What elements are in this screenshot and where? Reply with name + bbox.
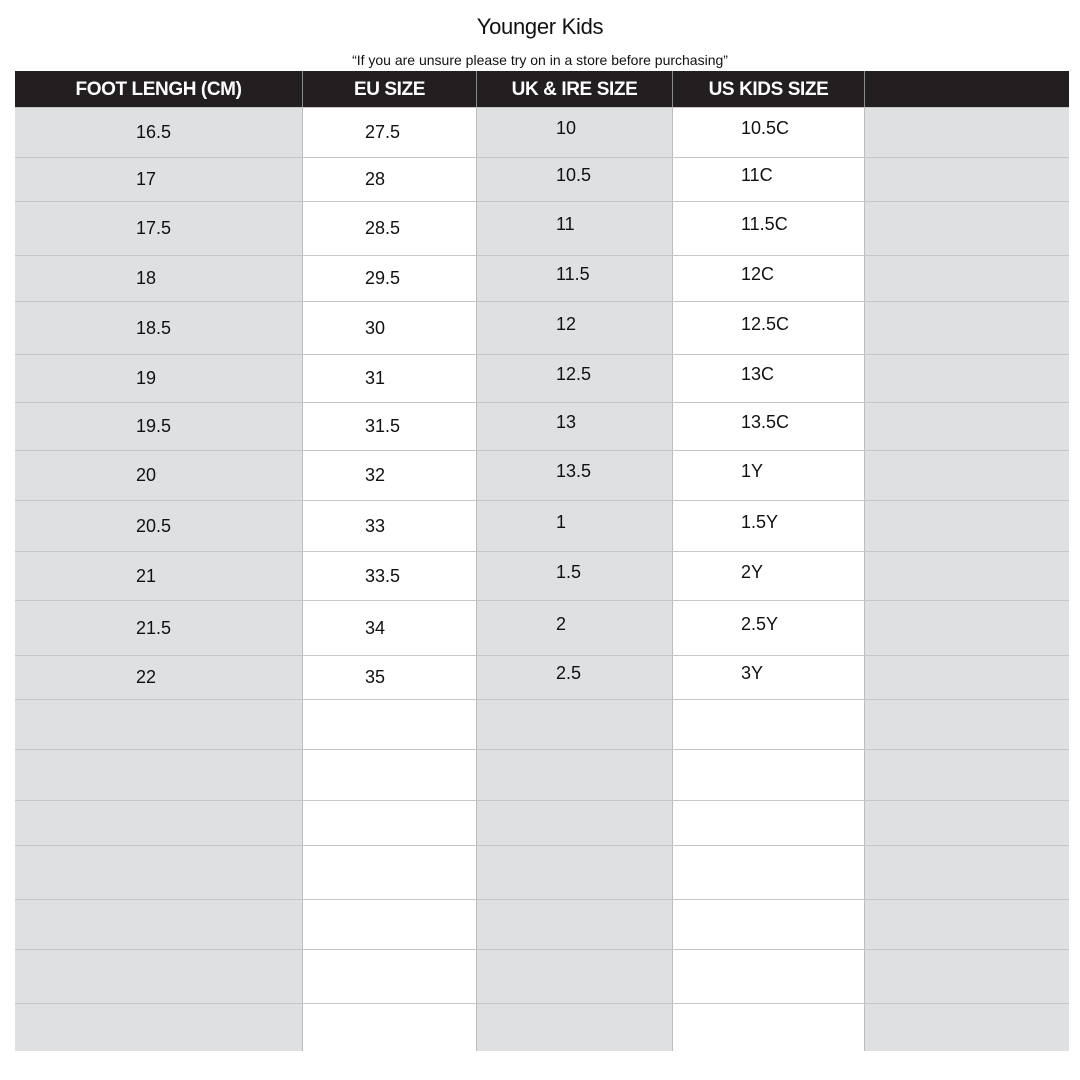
- extra-cell: [865, 750, 1069, 800]
- us-kids-size-cell-text: 13C: [741, 364, 775, 384]
- foot-length-cell: [15, 501, 303, 551]
- uk-ire-size-cell: [477, 108, 673, 157]
- uk-ire-size-cell-text: 12: [556, 313, 577, 334]
- table-row: [15, 201, 1069, 255]
- us-kids-size-cell: [673, 302, 865, 354]
- extra-cell: [865, 108, 1069, 157]
- foot-length-cell-text: 20: [136, 465, 157, 485]
- foot-length-cell-text: 21.5: [136, 617, 172, 638]
- uk-ire-size-cell: [477, 158, 673, 201]
- eu-size-cell: [303, 355, 477, 402]
- uk-ire-size-cell: [477, 552, 673, 600]
- extra-cell: [865, 256, 1069, 301]
- extra-cell: [865, 801, 1069, 845]
- extra-cell: [865, 656, 1069, 699]
- extra-cell: [865, 302, 1069, 354]
- foot-length-cell-text: 16.5: [136, 122, 172, 142]
- uk-ire-size-cell-text: 13.5: [556, 461, 592, 481]
- foot-length-cell-text: 17.5: [136, 218, 172, 238]
- eu-size-cell-text: 35: [365, 667, 386, 687]
- extra-cell: [865, 950, 1069, 1003]
- foot-length-cell: [15, 355, 303, 402]
- eu-size-cell-text: 33.5: [365, 565, 401, 586]
- eu-size-cell: [303, 801, 477, 845]
- uk-ire-size-cell: [477, 403, 673, 450]
- extra-cell: [865, 846, 1069, 899]
- foot-length-cell-text: 21: [136, 565, 157, 586]
- us-kids-size-cell-text: 10.5C: [741, 118, 790, 138]
- table-row: [15, 699, 1069, 749]
- extra-cell: [865, 601, 1069, 655]
- us-kids-size-cell-text: 2.5Y: [741, 613, 779, 634]
- eu-size-cell: [303, 302, 477, 354]
- uk-ire-size-cell: [477, 355, 673, 402]
- us-kids-size-cell: [673, 846, 865, 899]
- eu-size-cell-text: 27.5: [365, 122, 401, 142]
- extra-cell: [865, 202, 1069, 255]
- uk-ire-size-cell: [477, 451, 673, 500]
- uk-ire-size-cell-text: 13: [556, 412, 577, 432]
- foot-length-cell: [15, 846, 303, 899]
- eu-size-cell: [303, 108, 477, 157]
- us-kids-size-cell-text: 11C: [741, 165, 773, 185]
- foot-length-cell-text: 18: [136, 268, 157, 288]
- uk-ire-size-cell: [477, 302, 673, 354]
- table-body: [15, 107, 1069, 1051]
- table-row: [15, 1003, 1069, 1051]
- uk-ire-size-cell-text: 10.5: [556, 165, 592, 185]
- uk-ire-size-cell: [477, 750, 673, 800]
- uk-ire-size-cell-text: 11: [556, 214, 575, 234]
- us-kids-size-cell: [673, 451, 865, 500]
- uk-ire-size-cell: [477, 1004, 673, 1051]
- table-row: [15, 551, 1069, 600]
- eu-size-cell-text: 30: [365, 317, 386, 338]
- extra-cell: [865, 355, 1069, 402]
- eu-size-cell-text: 28.5: [365, 218, 401, 238]
- eu-size-cell: [303, 950, 477, 1003]
- us-kids-size-cell: [673, 801, 865, 845]
- foot-length-cell-text: 22: [136, 667, 157, 687]
- eu-size-cell: [303, 403, 477, 450]
- page-title: Younger Kids: [476, 14, 604, 39]
- uk-ire-size-cell: [477, 846, 673, 899]
- us-kids-size-cell: [673, 900, 865, 949]
- uk-ire-size-cell: [477, 950, 673, 1003]
- table-row: [15, 600, 1069, 655]
- foot-length-cell: [15, 451, 303, 500]
- eu-size-cell: [303, 202, 477, 255]
- foot-length-cell: [15, 202, 303, 255]
- eu-size-cell: [303, 158, 477, 201]
- us-kids-size-cell-text: 12C: [741, 264, 775, 284]
- table-row: [15, 899, 1069, 949]
- eu-size-cell: [303, 451, 477, 500]
- us-kids-size-cell: [673, 552, 865, 600]
- foot-length-cell-text: 18.5: [136, 317, 172, 338]
- us-kids-size-cell-text: 12.5C: [741, 313, 790, 334]
- header-eu-size: EU SIZE: [303, 71, 477, 107]
- foot-length-cell: [15, 552, 303, 600]
- foot-length-cell: [15, 601, 303, 655]
- uk-ire-size-cell: [477, 202, 673, 255]
- table-row: [15, 949, 1069, 1003]
- us-kids-size-cell: [673, 355, 865, 402]
- uk-ire-size-cell-text: 10: [556, 118, 577, 138]
- eu-size-cell: [303, 601, 477, 655]
- uk-ire-size-cell-text: 1: [556, 511, 567, 532]
- extra-cell: [865, 451, 1069, 500]
- uk-ire-size-cell-text: 2.5: [556, 663, 582, 683]
- us-kids-size-cell: [673, 403, 865, 450]
- extra-cell: [865, 552, 1069, 600]
- eu-size-cell: [303, 846, 477, 899]
- us-kids-size-cell: [673, 656, 865, 699]
- header-uk-ire-size: UK & IRE SIZE: [477, 71, 673, 107]
- uk-ire-size-cell: [477, 801, 673, 845]
- header-us-kids-size: US KIDS SIZE: [673, 71, 865, 107]
- table-row: [15, 354, 1069, 402]
- extra-cell: [865, 700, 1069, 749]
- page-subtitle: “If you are unsure please try on in a store before purchasing”: [352, 52, 728, 68]
- eu-size-cell-text: 33: [365, 515, 386, 536]
- header-empty-column: [865, 71, 1069, 107]
- foot-length-cell: [15, 700, 303, 749]
- uk-ire-size-cell-text: 1.5: [556, 561, 582, 582]
- extra-cell: [865, 900, 1069, 949]
- table-row: [15, 500, 1069, 551]
- uk-ire-size-cell: [477, 656, 673, 699]
- us-kids-size-cell: [673, 1004, 865, 1051]
- eu-size-cell: [303, 750, 477, 800]
- table-row: [15, 157, 1069, 201]
- us-kids-size-cell: [673, 501, 865, 551]
- uk-ire-size-cell: [477, 900, 673, 949]
- uk-ire-size-cell-text: 2: [556, 613, 567, 634]
- eu-size-cell-text: 31: [365, 368, 386, 388]
- table-row: [15, 845, 1069, 899]
- foot-length-cell-text: 19: [136, 368, 157, 388]
- us-kids-size-cell: [673, 950, 865, 1003]
- uk-ire-size-cell: [477, 501, 673, 551]
- extra-cell: [865, 403, 1069, 450]
- table-header-row: [15, 71, 1069, 107]
- us-kids-size-cell-text: 13.5C: [741, 412, 790, 432]
- eu-size-cell-text: 29.5: [365, 268, 401, 288]
- table-row: [15, 450, 1069, 500]
- header-foot-length: FOOT LENGH (CM): [15, 71, 303, 107]
- foot-length-cell-text: 19.5: [136, 416, 172, 436]
- foot-length-cell: [15, 158, 303, 201]
- extra-cell: [865, 501, 1069, 551]
- foot-length-cell: [15, 108, 303, 157]
- eu-size-cell: [303, 900, 477, 949]
- us-kids-size-cell: [673, 202, 865, 255]
- foot-length-cell: [15, 1004, 303, 1051]
- us-kids-size-cell-text: 11.5C: [741, 214, 788, 234]
- eu-size-cell: [303, 1004, 477, 1051]
- us-kids-size-cell-text: 1.5Y: [741, 511, 779, 532]
- us-kids-size-cell-text: 3Y: [741, 663, 764, 683]
- table-row: [15, 749, 1069, 800]
- table-row: [15, 655, 1069, 699]
- table-row: [15, 301, 1069, 354]
- foot-length-cell: [15, 656, 303, 699]
- eu-size-cell: [303, 501, 477, 551]
- us-kids-size-cell: [673, 601, 865, 655]
- extra-cell: [865, 158, 1069, 201]
- us-kids-size-cell: [673, 256, 865, 301]
- uk-ire-size-cell-text: 12.5: [556, 364, 592, 384]
- us-kids-size-cell-text: 1Y: [741, 461, 764, 481]
- table-row: [15, 255, 1069, 301]
- uk-ire-size-cell: [477, 700, 673, 749]
- us-kids-size-cell: [673, 108, 865, 157]
- extra-cell: [865, 1004, 1069, 1051]
- table-row: [15, 402, 1069, 450]
- foot-length-cell: [15, 750, 303, 800]
- us-kids-size-cell: [673, 750, 865, 800]
- uk-ire-size-cell: [477, 601, 673, 655]
- foot-length-cell-text: 20.5: [136, 515, 172, 536]
- table-row: [15, 107, 1069, 157]
- eu-size-cell-text: 34: [365, 617, 386, 638]
- foot-length-cell: [15, 801, 303, 845]
- us-kids-size-cell: [673, 700, 865, 749]
- eu-size-cell: [303, 700, 477, 749]
- size-chart-table: [15, 71, 1069, 1051]
- eu-size-cell-text: 31.5: [365, 416, 401, 436]
- eu-size-cell: [303, 256, 477, 301]
- foot-length-cell: [15, 256, 303, 301]
- foot-length-cell-text: 17: [136, 169, 157, 189]
- foot-length-cell: [15, 403, 303, 450]
- eu-size-cell: [303, 656, 477, 699]
- us-kids-size-cell: [673, 158, 865, 201]
- eu-size-cell-text: 32: [365, 465, 386, 485]
- table-row: [15, 800, 1069, 845]
- uk-ire-size-cell: [477, 256, 673, 301]
- eu-size-cell: [303, 552, 477, 600]
- foot-length-cell: [15, 302, 303, 354]
- us-kids-size-cell-text: 2Y: [741, 561, 764, 582]
- uk-ire-size-cell-text: 11.5: [556, 264, 590, 284]
- foot-length-cell: [15, 950, 303, 1003]
- foot-length-cell: [15, 900, 303, 949]
- eu-size-cell-text: 28: [365, 169, 386, 189]
